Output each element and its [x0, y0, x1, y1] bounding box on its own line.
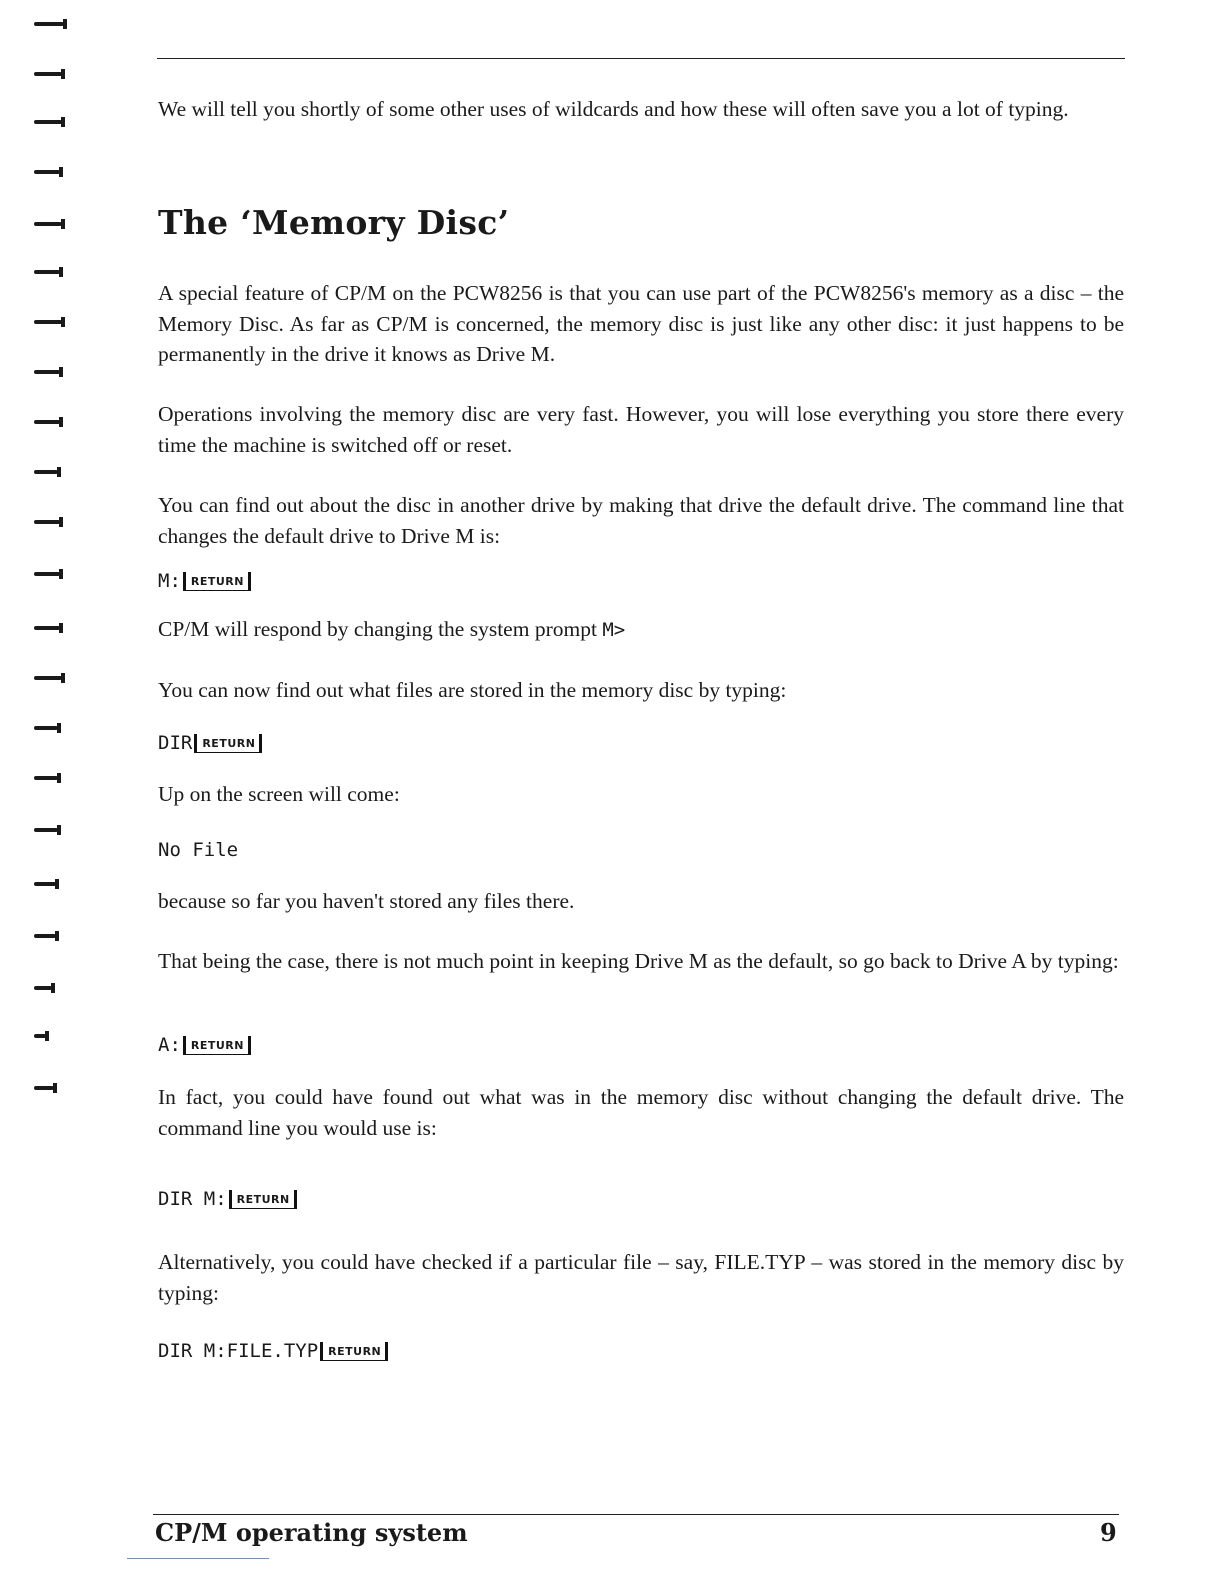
system-prompt: M>: [602, 619, 626, 641]
return-key-icon: RETURN: [229, 1190, 297, 1209]
paragraph-default-drive: You can find out about the disc in another drive by making that drive the default drive. The command line that changes the default drive to Drive M is:: [158, 493, 1124, 548]
command-text: DIR M:FILE.TYP: [158, 1340, 319, 1362]
command-change-drive-m: [158, 567, 251, 595]
footer-rule: [153, 1514, 1119, 1515]
page-number: 9: [1100, 1518, 1117, 1547]
screen-output-no-file: No File: [158, 839, 239, 861]
return-key-icon: RETURN: [183, 572, 251, 591]
paragraph-go-back-drive-a: That being the case, there is not much point in keeping Drive M as the default, so go back to Drive A by typing:: [158, 949, 1119, 973]
command-text: DIR M:: [158, 1188, 227, 1210]
binding-edge-marks: [34, 0, 74, 1584]
paragraph-no-files: because so far you haven't stored any files there.: [158, 889, 575, 913]
intro-paragraph: We will tell you shortly of some other uses of wildcards and how these will often save you a lot of typing.: [158, 97, 1069, 121]
paragraph-particular-file: Alternatively, you could have checked if a particular file – say, FILE.TYP – was stored in the memory disc by typing:: [158, 1250, 1124, 1305]
return-key-icon: RETURN: [320, 1342, 388, 1361]
return-key-icon: RETURN: [194, 734, 262, 753]
paragraph-without-changing-default: In fact, you could have found out what was in the memory disc without changing the default drive. The command line you would use is:: [158, 1085, 1124, 1140]
paragraph-memory-disc-feature: A special feature of CP/M on the PCW8256 is that you can use part of the PCW8256's memory as a disc – the Memory Disc. As far as CP/M is concerned, the memory disc is just like any other disc: it just happens to be permanently in the drive it knows as Drive M.: [158, 281, 1124, 366]
paragraph-find-files: You can now find out what files are stored in the memory disc by typing:: [158, 678, 787, 702]
paragraph-fast-operations: Operations involving the memory disc are very fast. However, you will lose everything you store there every time the machine is switched off or reset.: [158, 402, 1124, 457]
prompt-change-text: CP/M will respond by changing the system prompt: [158, 617, 597, 641]
command-change-drive-a: [158, 1031, 251, 1059]
section-heading: The ‘Memory Disc’: [158, 203, 510, 242]
command-dir-m-file: [158, 1337, 388, 1365]
paragraph-prompt-change: [158, 614, 1124, 646]
command-dir: [158, 729, 262, 757]
paragraph-screen-output: Up on the screen will come:: [158, 782, 400, 806]
return-key-icon: RETURN: [183, 1036, 251, 1055]
command-text: DIR: [158, 732, 193, 754]
command-dir-m: [158, 1185, 297, 1213]
command-text: M:: [158, 570, 181, 592]
footer-title: CP/M operating system: [155, 1518, 468, 1547]
top-rule: [157, 58, 1125, 59]
scan-artifact-line: [127, 1558, 269, 1559]
command-text: A:: [158, 1034, 181, 1056]
